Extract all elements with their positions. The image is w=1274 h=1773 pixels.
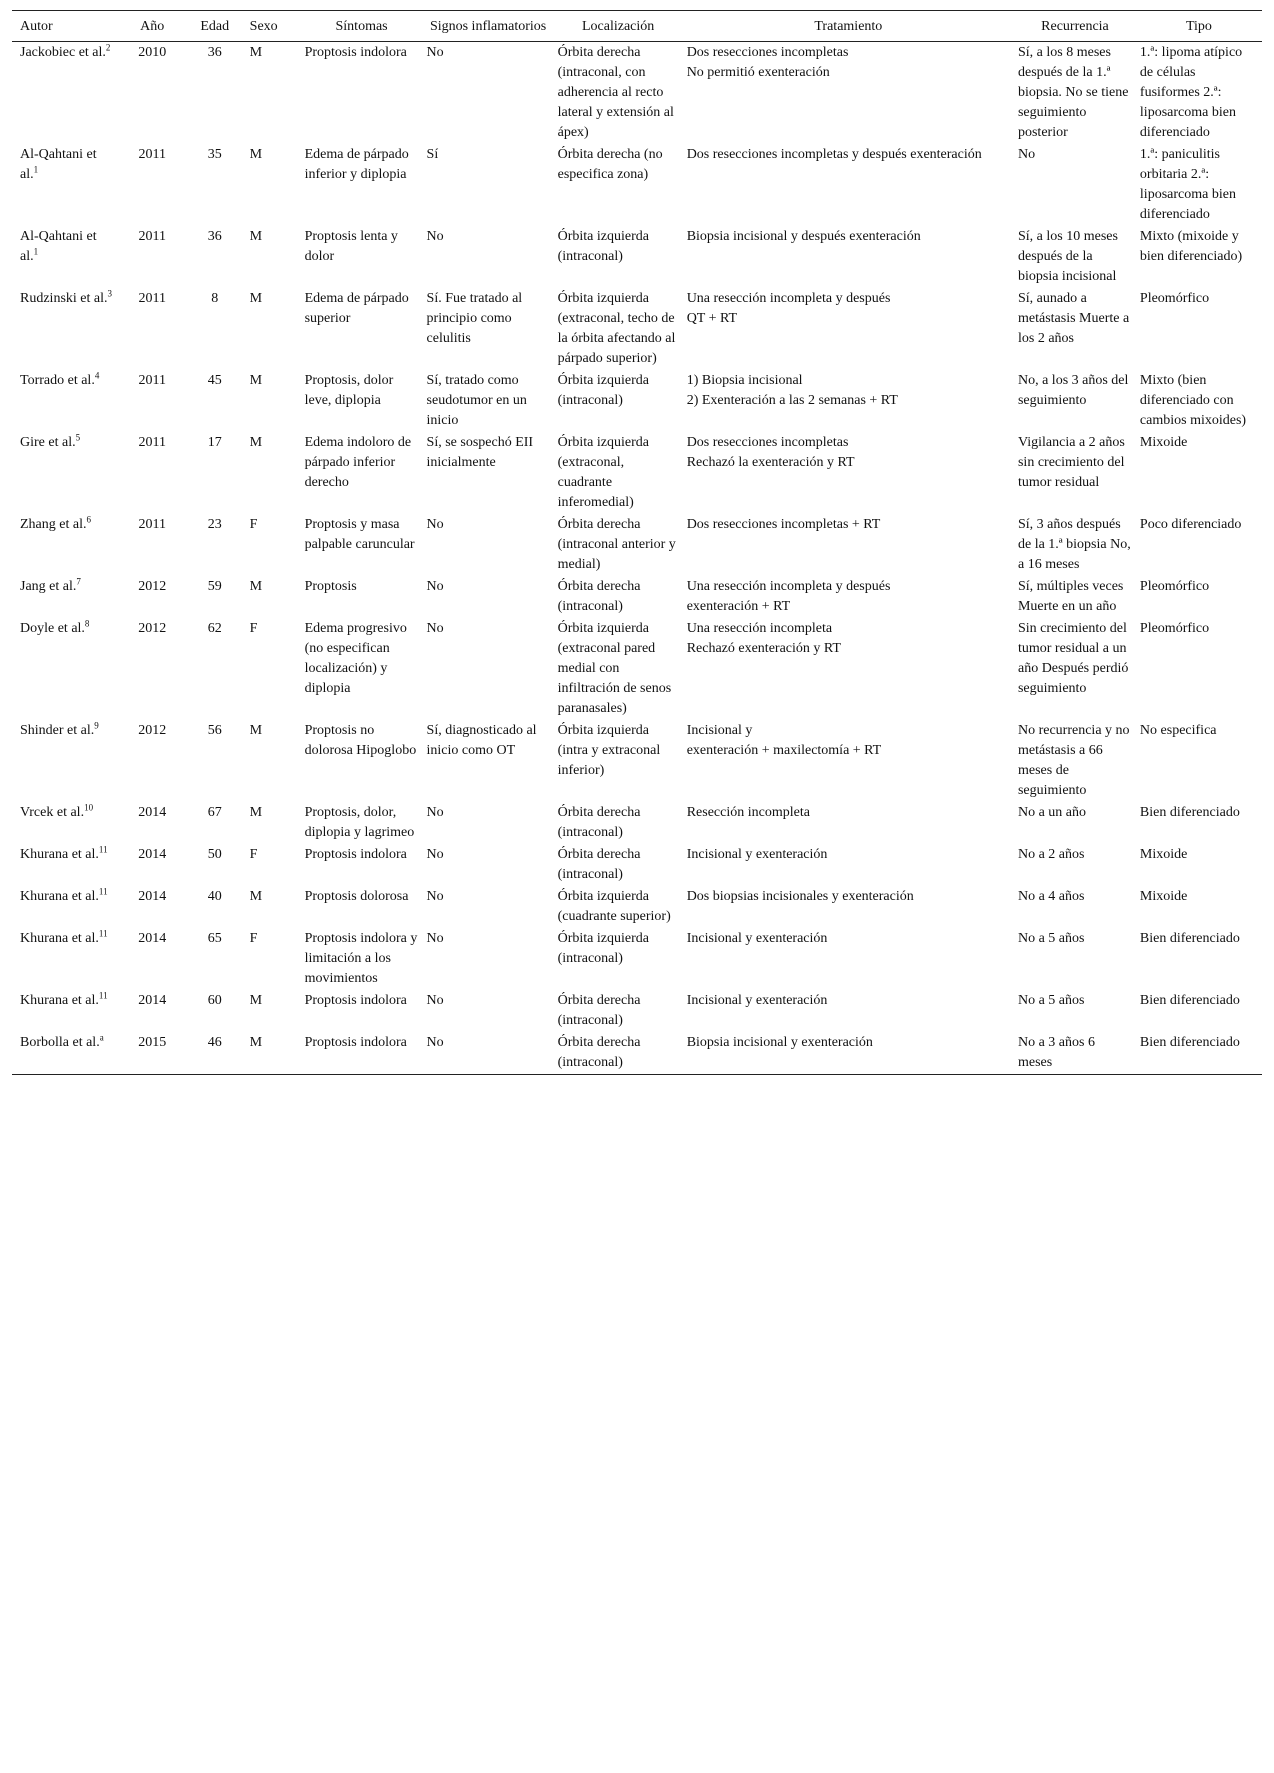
cell-age: 36 bbox=[207, 45, 222, 60]
cell-age: 17 bbox=[207, 435, 222, 450]
cell-year: 2014 bbox=[138, 805, 167, 820]
cell-treatment bbox=[683, 928, 1014, 990]
author-name: Khurana et al. bbox=[20, 993, 99, 1008]
cell-year: 2012 bbox=[138, 579, 167, 594]
cell-symptoms: Proptosis bbox=[304, 579, 357, 594]
cell-year: 2015 bbox=[138, 1035, 167, 1050]
author-name: Shinder et al. bbox=[20, 723, 95, 738]
cell-sex: M bbox=[249, 147, 263, 162]
treatment-line: Una resección incompleta y después bbox=[686, 291, 891, 306]
cell-treatment bbox=[683, 802, 1014, 844]
cell-symptoms: Proptosis indolora bbox=[304, 993, 407, 1008]
cell-author bbox=[12, 514, 117, 576]
treatment-line: Dos resecciones incompletas bbox=[686, 45, 849, 60]
cell-inflammatory: No bbox=[426, 621, 444, 636]
cell-inflammatory: Sí bbox=[426, 147, 439, 162]
cell-year: 2011 bbox=[138, 229, 166, 244]
cell-treatment bbox=[683, 288, 1014, 370]
header-sexo: Sexo bbox=[249, 19, 278, 34]
cell-type: Mixoide bbox=[1139, 889, 1188, 904]
reference-number: 6 bbox=[86, 514, 91, 525]
cell-inflammatory: No bbox=[426, 847, 444, 862]
cell-age: 23 bbox=[207, 517, 222, 532]
cell-inflammatory: No bbox=[426, 1035, 444, 1050]
reference-number: 4 bbox=[94, 370, 100, 381]
cell-recurrence: No a 2 años bbox=[1017, 847, 1085, 862]
cell-sex: M bbox=[249, 1035, 263, 1050]
cell-sex: M bbox=[249, 229, 263, 244]
cell-treatment bbox=[683, 42, 1014, 145]
reference-number: a bbox=[99, 1032, 104, 1043]
table-row bbox=[12, 576, 1262, 618]
reference-number: 11 bbox=[98, 990, 108, 1001]
cell-treatment bbox=[683, 370, 1014, 432]
cell-sex: M bbox=[249, 805, 263, 820]
treatment-line: Dos resecciones incompletas + RT bbox=[686, 517, 881, 532]
cell-type: Poco diferenciado bbox=[1139, 517, 1242, 532]
reference-number: 2 bbox=[105, 42, 111, 53]
cell-age: 36 bbox=[207, 229, 222, 244]
cell-inflammatory: Sí, diagnosticado al inicio como OT bbox=[426, 723, 537, 758]
treatment-line: exenteración + maxilectomía + RT bbox=[686, 743, 882, 758]
table-row bbox=[12, 144, 1262, 226]
cell-author bbox=[12, 226, 117, 288]
table-row bbox=[12, 618, 1262, 720]
cell-symptoms: Proptosis, dolor, diplopia y lagrimeo bbox=[304, 805, 415, 840]
cell-year: 2011 bbox=[138, 147, 166, 162]
header-ano: Año bbox=[140, 19, 165, 34]
cell-recurrence: Sí, aunado a metástasis Muerte a los 2 años bbox=[1017, 291, 1130, 346]
reference-number: 8 bbox=[84, 618, 90, 629]
cell-recurrence: No, a los 3 años del seguimiento bbox=[1017, 373, 1129, 408]
author-name: Vrcek et al. bbox=[20, 805, 85, 820]
cell-age: 60 bbox=[207, 993, 222, 1008]
reference-number: 9 bbox=[94, 720, 99, 731]
cell-symptoms: Proptosis indolora bbox=[304, 847, 407, 862]
cell-inflammatory: No bbox=[426, 229, 444, 244]
cell-inflammatory: Sí. Fue tratado al principio como celulitis bbox=[426, 291, 523, 346]
cell-recurrence: No recurrencia y no metástasis a 66 meses de seguimiento bbox=[1017, 723, 1130, 798]
treatment-line: 2) Exenteración a las 2 semanas + RT bbox=[686, 393, 898, 408]
cell-symptoms: Proptosis dolorosa bbox=[304, 889, 409, 904]
table-row bbox=[12, 42, 1262, 145]
author-name: Torrado et al. bbox=[20, 373, 95, 388]
cell-year: 2011 bbox=[138, 517, 166, 532]
header-tipo: Tipo bbox=[1185, 19, 1212, 34]
cell-symptoms: Edema de párpado superior bbox=[304, 291, 409, 326]
cell-year: 2014 bbox=[138, 931, 167, 946]
cell-location: Órbita izquierda (intra y extraconal inferior) bbox=[557, 723, 661, 778]
cell-location: Órbita izquierda (intraconal) bbox=[557, 931, 649, 966]
cell-inflammatory: No bbox=[426, 45, 444, 60]
table-row bbox=[12, 288, 1262, 370]
author-name: Jackobiec et al. bbox=[20, 45, 106, 60]
cell-treatment bbox=[683, 1032, 1014, 1075]
cell-type: Bien diferenciado bbox=[1139, 931, 1240, 946]
cell-recurrence: Sí, múltiples veces Muerte en un año bbox=[1017, 579, 1124, 614]
cell-year: 2011 bbox=[138, 373, 166, 388]
table-row bbox=[12, 1032, 1262, 1075]
treatment-line: 1) Biopsia incisional bbox=[686, 373, 803, 388]
cell-symptoms: Proptosis indolora bbox=[304, 1035, 407, 1050]
cell-year: 2014 bbox=[138, 993, 167, 1008]
cell-year: 2012 bbox=[138, 723, 167, 738]
cell-location: Órbita izquierda (intraconal) bbox=[557, 229, 649, 264]
reference-number: 1 bbox=[33, 164, 39, 175]
cell-inflammatory: No bbox=[426, 579, 444, 594]
cell-year: 2012 bbox=[138, 621, 167, 636]
cell-age: 8 bbox=[211, 291, 219, 306]
header-edad: Edad bbox=[200, 19, 230, 34]
cell-age: 56 bbox=[207, 723, 222, 738]
cell-author bbox=[12, 928, 117, 990]
treatment-line: QT + RT bbox=[686, 311, 738, 326]
cell-type: Mixoide bbox=[1139, 435, 1188, 450]
cell-author bbox=[12, 432, 117, 514]
treatment-line: Una resección incompleta y después bbox=[686, 579, 891, 594]
cell-sex: M bbox=[249, 435, 263, 450]
cell-author bbox=[12, 576, 117, 618]
cell-symptoms: Edema de párpado inferior y diplopia bbox=[304, 147, 409, 182]
table-row bbox=[12, 990, 1262, 1032]
cell-age: 65 bbox=[207, 931, 222, 946]
treatment-line: Dos resecciones incompletas y después exenteración bbox=[686, 147, 982, 162]
cell-inflammatory: Sí, tratado como seudotumor en un inicio bbox=[426, 373, 527, 428]
cell-type: Mixto (bien diferenciado con cambios mixoides) bbox=[1139, 373, 1247, 428]
cell-sex: M bbox=[249, 579, 263, 594]
cell-recurrence: No a 3 años 6 meses bbox=[1017, 1035, 1095, 1070]
cell-author bbox=[12, 42, 117, 145]
cell-type: Pleomórfico bbox=[1139, 621, 1210, 636]
cell-sex: M bbox=[249, 993, 263, 1008]
cell-treatment bbox=[683, 576, 1014, 618]
cell-age: 40 bbox=[207, 889, 222, 904]
cell-sex: F bbox=[249, 517, 258, 532]
cell-type: Mixto (mixoide y bien diferenciado) bbox=[1139, 229, 1243, 264]
author-name: Borbolla et al. bbox=[20, 1035, 100, 1050]
table-row bbox=[12, 886, 1262, 928]
reference-number: 7 bbox=[76, 576, 81, 587]
cell-treatment bbox=[683, 432, 1014, 514]
cell-type: 1.ª: lipoma atípico de células fusiformes 2.ª: liposarcoma bien diferenciado bbox=[1139, 45, 1243, 140]
cell-inflammatory: Sí, se sospechó EII inicialmente bbox=[426, 435, 534, 470]
cell-symptoms: Proptosis no dolorosa Hipoglobo bbox=[304, 723, 417, 758]
table-row bbox=[12, 226, 1262, 288]
cell-location: Órbita izquierda (extraconal pared medial con infiltración de senos paranasales) bbox=[557, 621, 672, 716]
cell-inflammatory: No bbox=[426, 517, 444, 532]
cell-symptoms: Proptosis, dolor leve, diplopia bbox=[304, 373, 394, 408]
header-localizacion: Localización bbox=[582, 19, 655, 34]
cell-age: 50 bbox=[207, 847, 222, 862]
author-name: Zhang et al. bbox=[20, 517, 87, 532]
author-name: Gire et al. bbox=[20, 435, 76, 450]
cell-location: Órbita izquierda (cuadrante superior) bbox=[557, 889, 671, 924]
cell-author bbox=[12, 802, 117, 844]
cell-location: Órbita derecha (intraconal) bbox=[557, 1035, 641, 1070]
treatment-line: Una resección incompleta bbox=[686, 621, 833, 636]
treatment-line: Resección incompleta bbox=[686, 805, 810, 820]
cell-recurrence: Sí, a los 10 meses después de la biopsia incisional bbox=[1017, 229, 1118, 284]
author-name: Rudzinski et al. bbox=[20, 291, 108, 306]
cell-location: Órbita derecha (no especifica zona) bbox=[557, 147, 663, 182]
table-container bbox=[12, 10, 1262, 1075]
table-row bbox=[12, 720, 1262, 802]
header-recurrencia: Recurrencia bbox=[1041, 19, 1109, 34]
cell-author bbox=[12, 886, 117, 928]
treatment-line: exenteración + RT bbox=[686, 599, 791, 614]
cell-year: 2011 bbox=[138, 435, 166, 450]
cell-type: Bien diferenciado bbox=[1139, 805, 1240, 820]
table-row bbox=[12, 432, 1262, 514]
table-header bbox=[12, 11, 1262, 42]
author-name: Al-Qahtani et al. bbox=[20, 229, 97, 264]
cell-treatment bbox=[683, 144, 1014, 226]
cell-recurrence: No a 5 años bbox=[1017, 993, 1085, 1008]
cell-sex: M bbox=[249, 889, 263, 904]
reference-number: 11 bbox=[98, 844, 108, 855]
cell-type: Pleomórfico bbox=[1139, 291, 1210, 306]
cell-location: Órbita derecha (intraconal) bbox=[557, 993, 641, 1028]
cell-age: 45 bbox=[207, 373, 222, 388]
cell-type: 1.ª: paniculitis orbitaria 2.ª: liposarcoma bien diferenciado bbox=[1139, 147, 1236, 222]
cell-location: Órbita izquierda (intraconal) bbox=[557, 373, 649, 408]
cell-location: Órbita derecha (intraconal) bbox=[557, 579, 641, 614]
cell-sex: M bbox=[249, 291, 263, 306]
treatment-line: Incisional y bbox=[686, 723, 753, 738]
table-body bbox=[12, 42, 1262, 1075]
cell-location: Órbita izquierda (extraconal, techo de la órbita afectando al párpado superior) bbox=[557, 291, 676, 366]
cell-symptoms: Proptosis lenta y dolor bbox=[304, 229, 398, 264]
cell-year: 2010 bbox=[138, 45, 167, 60]
cell-treatment bbox=[683, 990, 1014, 1032]
cell-sex: F bbox=[249, 931, 258, 946]
cell-recurrence: No a 5 años bbox=[1017, 931, 1085, 946]
cell-age: 35 bbox=[207, 147, 222, 162]
author-name: Khurana et al. bbox=[20, 847, 99, 862]
cell-sex: M bbox=[249, 373, 263, 388]
table-row bbox=[12, 514, 1262, 576]
cell-type: Bien diferenciado bbox=[1139, 1035, 1240, 1050]
cell-age: 67 bbox=[207, 805, 222, 820]
treatment-line: Rechazó exenteración y RT bbox=[686, 641, 841, 656]
cell-sex: F bbox=[249, 621, 258, 636]
cell-symptoms: Proptosis indolora y limitación a los movimientos bbox=[304, 931, 418, 986]
cell-treatment bbox=[683, 514, 1014, 576]
reference-number: 1 bbox=[33, 246, 39, 257]
cell-year: 2014 bbox=[138, 889, 167, 904]
cell-year: 2014 bbox=[138, 847, 167, 862]
author-name: Doyle et al. bbox=[20, 621, 85, 636]
cell-recurrence: Vigilancia a 2 años sin crecimiento del tumor residual bbox=[1017, 435, 1125, 490]
cell-recurrence: Sin crecimiento del tumor residual a un año Después perdió seguimiento bbox=[1017, 621, 1129, 696]
cell-location: Órbita derecha (intraconal) bbox=[557, 805, 641, 840]
cell-type: Pleomórfico bbox=[1139, 579, 1210, 594]
cell-treatment bbox=[683, 618, 1014, 720]
header-signos: Signos inflamatorios bbox=[429, 19, 547, 34]
treatment-line: Dos biopsias incisionales y exenteración bbox=[686, 889, 914, 904]
author-name: Khurana et al. bbox=[20, 889, 99, 904]
cell-age: 46 bbox=[207, 1035, 222, 1050]
table-row bbox=[12, 844, 1262, 886]
cell-inflammatory: No bbox=[426, 805, 444, 820]
cell-treatment bbox=[683, 720, 1014, 802]
cell-location: Órbita izquierda (extraconal, cuadrante inferomedial) bbox=[557, 435, 649, 510]
cell-age: 62 bbox=[207, 621, 222, 636]
cell-inflammatory: No bbox=[426, 889, 444, 904]
header-tratamiento: Tratamiento bbox=[814, 19, 883, 34]
table-row bbox=[12, 802, 1262, 844]
cell-type: Mixoide bbox=[1139, 847, 1188, 862]
header-autor: Autor bbox=[20, 19, 53, 34]
treatment-line: Incisional y exenteración bbox=[686, 847, 828, 862]
treatment-line: No permitió exenteración bbox=[686, 65, 830, 80]
author-name: Jang et al. bbox=[20, 579, 77, 594]
cell-symptoms: Proptosis y masa palpable caruncular bbox=[304, 517, 415, 552]
cell-symptoms: Edema progresivo (no especifican localización) y diplopia bbox=[304, 621, 407, 696]
cell-inflammatory: No bbox=[426, 931, 444, 946]
treatment-line: Incisional y exenteración bbox=[686, 931, 828, 946]
cell-year: 2011 bbox=[138, 291, 166, 306]
cell-author bbox=[12, 618, 117, 720]
cell-author bbox=[12, 1032, 117, 1075]
cell-author bbox=[12, 720, 117, 802]
cell-author bbox=[12, 990, 117, 1032]
cell-location: Órbita derecha (intraconal anterior y medial) bbox=[557, 517, 676, 572]
cell-sex: F bbox=[249, 847, 258, 862]
cell-recurrence: No a un año bbox=[1017, 805, 1087, 820]
cell-recurrence: Sí, 3 años después de la 1.ª biopsia No, a 16 meses bbox=[1017, 517, 1131, 572]
cell-age: 59 bbox=[207, 579, 222, 594]
treatment-line: Dos resecciones incompletas bbox=[686, 435, 849, 450]
reference-number: 11 bbox=[98, 886, 108, 897]
table-row bbox=[12, 928, 1262, 990]
cell-location: Órbita derecha (intraconal) bbox=[557, 847, 641, 882]
cell-type: No especifica bbox=[1139, 723, 1217, 738]
treatment-line: Biopsia incisional y después exenteración bbox=[686, 229, 921, 244]
cell-sex: M bbox=[249, 45, 263, 60]
cell-location: Órbita derecha (intraconal, con adherencia al recto lateral y extensión al ápex) bbox=[557, 45, 674, 140]
author-name: Khurana et al. bbox=[20, 931, 99, 946]
cell-recurrence: No bbox=[1017, 147, 1036, 162]
cell-author bbox=[12, 288, 117, 370]
cell-symptoms: Proptosis indolora bbox=[304, 45, 407, 60]
cell-inflammatory: No bbox=[426, 993, 444, 1008]
reference-number: 10 bbox=[84, 802, 94, 813]
cell-treatment bbox=[683, 844, 1014, 886]
reference-number: 5 bbox=[75, 432, 81, 443]
cell-sex: M bbox=[249, 723, 263, 738]
cell-author bbox=[12, 144, 117, 226]
cell-recurrence: Sí, a los 8 meses después de la 1.ª biopsia. No se tiene seguimiento posterior bbox=[1017, 45, 1129, 140]
author-name: Al-Qahtani et al. bbox=[20, 147, 97, 182]
cell-treatment bbox=[683, 886, 1014, 928]
case-table bbox=[12, 10, 1262, 1075]
cell-author bbox=[12, 844, 117, 886]
treatment-line: Rechazó la exenteración y RT bbox=[686, 455, 855, 470]
reference-number: 3 bbox=[107, 288, 112, 299]
treatment-line: Incisional y exenteración bbox=[686, 993, 828, 1008]
treatment-line: Biopsia incisional y exenteración bbox=[686, 1035, 873, 1050]
cell-recurrence: No a 4 años bbox=[1017, 889, 1085, 904]
reference-number: 11 bbox=[98, 928, 108, 939]
table-row bbox=[12, 370, 1262, 432]
header-sintomas: Síntomas bbox=[335, 19, 388, 34]
cell-symptoms: Edema indoloro de párpado inferior derecho bbox=[304, 435, 412, 490]
cell-treatment bbox=[683, 226, 1014, 288]
cell-author bbox=[12, 370, 117, 432]
cell-type: Bien diferenciado bbox=[1139, 993, 1240, 1008]
